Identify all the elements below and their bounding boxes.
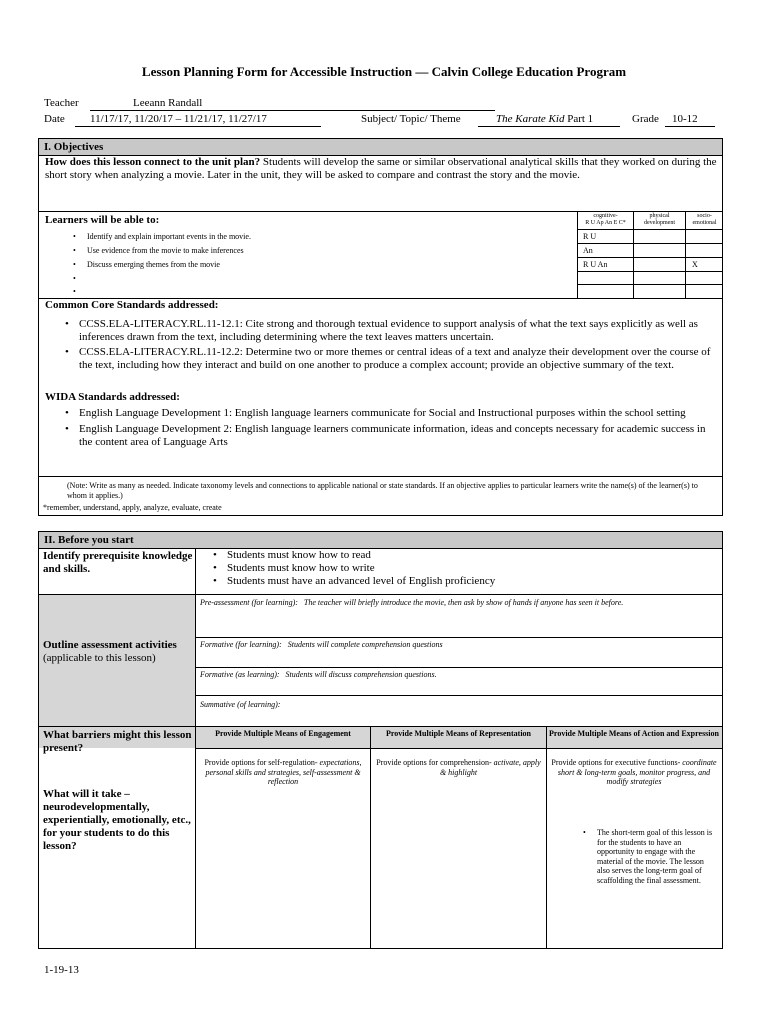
- list-item[interactable]: • CCSS.ELA-LITERACY.RL.11-12.1: Cite strong and thorough textual evidence to support analysis of what the text says explicitly as well as inferences drawn from the text, including determining where the text leaves matters uncertain.: [55, 318, 715, 344]
- pre-assessment[interactable]: Pre-assessment (for learning): The teacher will briefly introduce the movie, then ask by show of hands if anyone has seen it before.: [200, 598, 624, 607]
- assessment-label: Outline assessment activities (applicable to this lesson): [43, 639, 177, 664]
- list-item[interactable]: [63, 274, 563, 287]
- list-item[interactable]: • Students must have an advanced level of English proficiency: [203, 575, 703, 588]
- grade-label: Grade: [632, 113, 659, 125]
- list-item[interactable]: • CCSS.ELA-LITERACY.RL.11-12.2: Determine two or more themes or central ideas of a text and analyze their development over the course of the text, including how they interact and build on one another to produce a complex account; provide an objective summary of the text.: [55, 346, 715, 372]
- unit-connection-question: How does this lesson connect to the unit plan?: [45, 156, 261, 168]
- grade-underline: [665, 126, 715, 127]
- note-text: (Note: Write as many as needed. Indicate taxonomy levels and connections to applicable national or state standards. If an objective applies to particular learners write the name(s) of the learner(s) to whom it applies.): [67, 481, 698, 500]
- taxonomy-footnote: *remember, understand, apply, analyze, evaluate, create: [43, 503, 222, 512]
- section-before-start: [38, 531, 723, 949]
- date-underline: [75, 126, 321, 127]
- wida-heading: WIDA Standards addressed:: [45, 391, 180, 403]
- unit-connection: [45, 156, 717, 182]
- representation-options[interactable]: Provide options for comprehension- activate, apply & highlight: [376, 758, 541, 777]
- footer-date: 1-19-13: [44, 964, 79, 976]
- teacher-label: Teacher: [44, 97, 79, 109]
- learners-heading: Learners will be able to:: [45, 214, 160, 226]
- barriers-question: What barriers might this lesson present?: [43, 729, 192, 754]
- subject-underline: [478, 126, 620, 127]
- assessment-label-cell: [39, 595, 195, 726]
- subject-value[interactable]: The Karate Kid Part 1: [496, 113, 594, 125]
- grade-value[interactable]: 10-12: [672, 113, 698, 125]
- list-item[interactable]: • Use evidence from the movie to make inferences: [63, 246, 563, 260]
- formative-as-learning[interactable]: Formative (as learning): Students will discuss comprehension questions.: [200, 670, 437, 679]
- date-value[interactable]: 11/17/17, 11/20/17 – 11/21/17, 11/27/17: [90, 113, 267, 125]
- subject-label: Subject/ Topic/ Theme: [361, 113, 461, 125]
- representation-header: Provide Multiple Means of Representation: [385, 729, 532, 738]
- objectives-list: [63, 232, 563, 300]
- list-item[interactable]: • English Language Development 1: English language learners communicate for Social and Instructional purposes within the school setting: [55, 407, 715, 420]
- action-expression-header: Provide Multiple Means of Action and Expression: [549, 729, 719, 738]
- list-item[interactable]: • Identify and explain important events in the movie.: [63, 232, 563, 246]
- col-head-socio: socio- emotional: [692, 213, 717, 226]
- action-expression-options[interactable]: Provide options for executive functions- coordinate short & long-term goals, monitor progress, and modify strategies: [551, 758, 717, 786]
- action-expression-list: [573, 828, 713, 885]
- prereq-list: [203, 549, 703, 588]
- col-head-physical: physical development: [644, 213, 675, 226]
- section-objectives: [38, 138, 723, 516]
- date-label: Date: [44, 113, 65, 125]
- common-core-heading: Common Core Standards addressed:: [45, 299, 219, 311]
- engagement-options[interactable]: Provide options for self-regulation- expectations, personal skills and strategies, self-assessment & reflection: [204, 758, 362, 786]
- unit-connection-answer[interactable]: Students will develop the same or similar observational analytical skills that they worked on during the short story when analyzing a movie. Later in the unit, they will be asked to compare and contrast the story and the movie.: [45, 156, 717, 181]
- teacher-name[interactable]: Leeann Randall: [133, 97, 203, 109]
- obj3-cognitive[interactable]: R U An: [583, 260, 608, 269]
- list-item[interactable]: • The short-term goal of this lesson is for the students to have an opportunity to engage with the material of the movie. The lesson also serves the long-term goal of scaffolding the final assessment.: [573, 828, 713, 885]
- obj2-cognitive[interactable]: An: [583, 246, 593, 255]
- obj3-socio[interactable]: X: [692, 260, 698, 269]
- list-item[interactable]: • Discuss emerging themes from the movie: [63, 260, 563, 274]
- summative-of-learning[interactable]: Summative (of learning):: [200, 700, 281, 709]
- common-core-list: [55, 318, 715, 372]
- section-objectives-heading: I. Objectives: [39, 139, 722, 156]
- list-item[interactable]: • English Language Development 2: English language learners communicate information, ideas and concepts necessary for academic success in the content area of Language Arts: [55, 423, 715, 449]
- prereq-label: Identify prerequisite knowledge and skills.: [43, 550, 193, 575]
- list-item[interactable]: • Students must know how to read: [203, 549, 703, 562]
- list-item[interactable]: • Students must know how to write: [203, 562, 703, 575]
- formative-for-learning[interactable]: Formative (for learning): Students will complete comprehension questions: [200, 640, 443, 649]
- what-will-it-take-question: What will it take – neurodevelopmentally, experientially, emotionally, etc., for your students to do this lesson?: [43, 788, 191, 852]
- page-title: Lesson Planning Form for Accessible Instruction — Calvin College Education Program: [141, 64, 627, 79]
- teacher-underline: [90, 110, 495, 111]
- col-head-cognitive: cognitive- R U Ap An E C*: [585, 213, 626, 226]
- engagement-header: Provide Multiple Means of Engagement: [215, 729, 351, 738]
- objectives-grid: [577, 211, 723, 298]
- note-divider: [39, 476, 722, 477]
- section-before-start-heading: II. Before you start: [39, 532, 722, 549]
- obj1-cognitive[interactable]: R U: [583, 232, 597, 241]
- wida-list: [55, 407, 715, 449]
